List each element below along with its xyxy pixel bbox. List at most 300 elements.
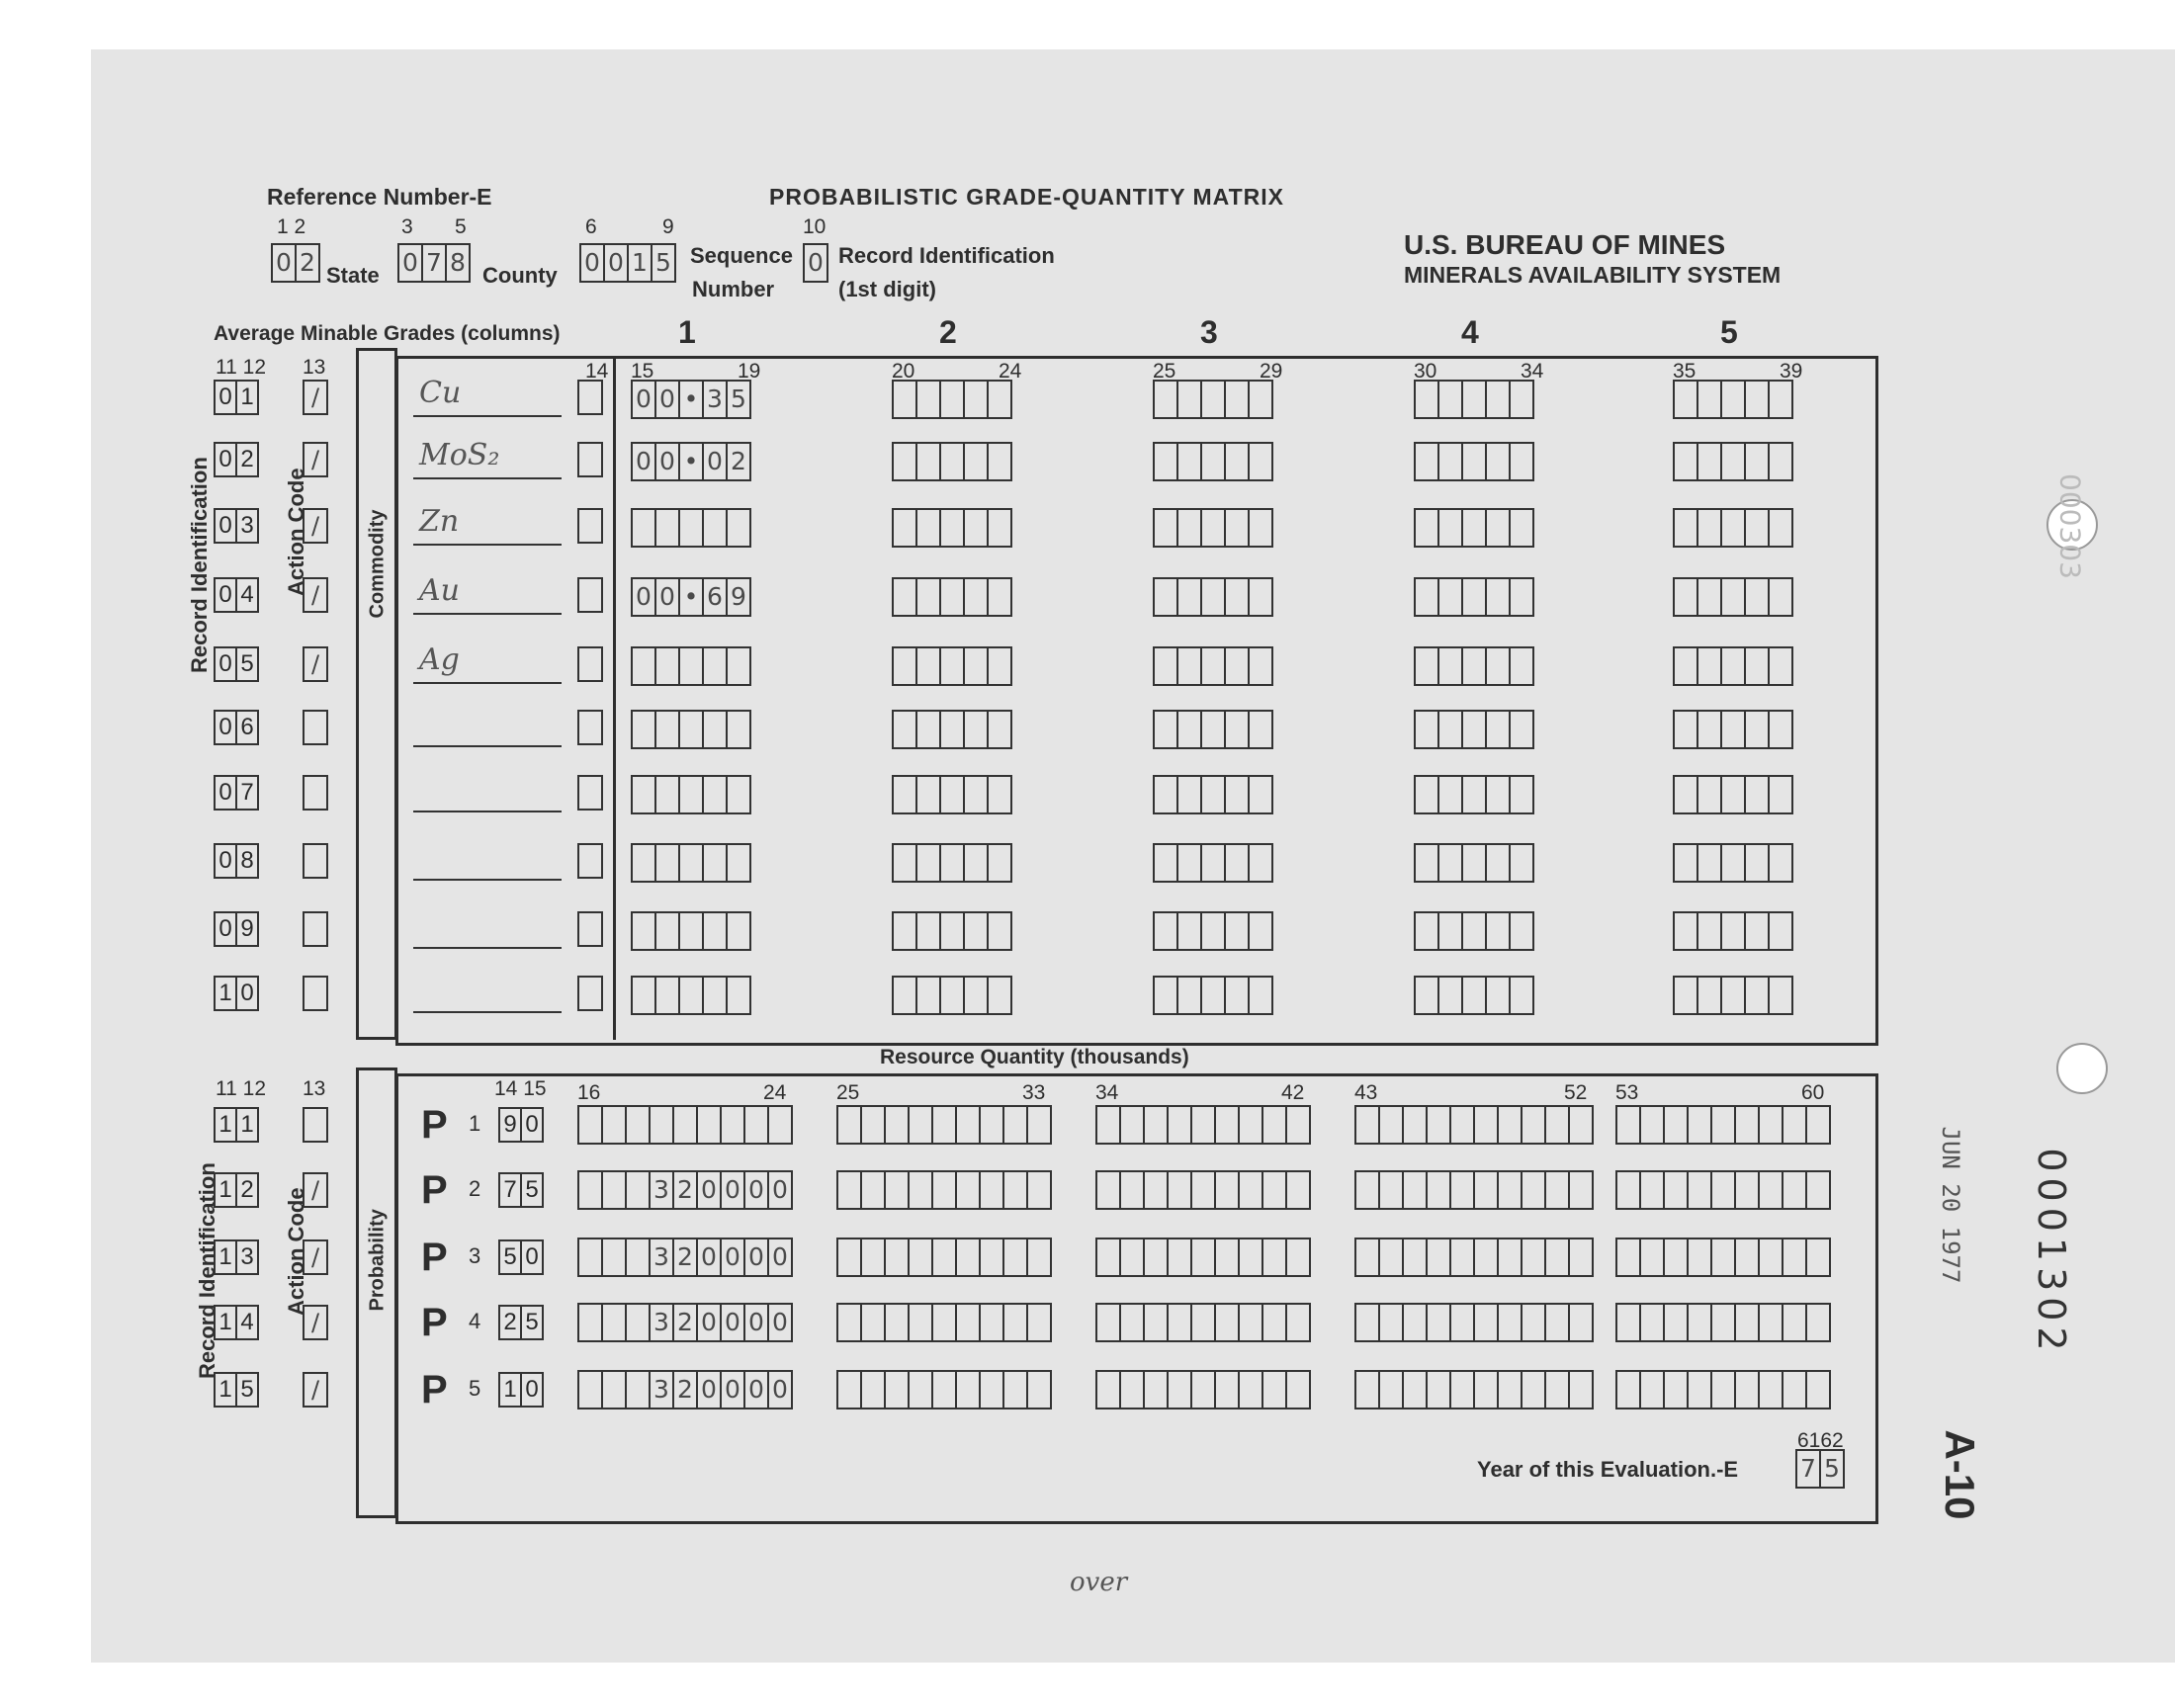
probability-letter: P <box>421 1103 448 1147</box>
quantity-digit-cell <box>1473 1238 1499 1277</box>
quantity-field-group-3[interactable] <box>1095 1170 1311 1210</box>
quantity-digit-cell <box>577 1170 603 1210</box>
grade-group-number: 3 <box>1200 314 1218 350</box>
grade-digit-cell <box>1744 380 1770 419</box>
grade-digit-cell <box>702 843 728 883</box>
grade-field-group-4[interactable] <box>1414 646 1534 686</box>
commodity-col-14-box[interactable] <box>577 380 603 415</box>
grade-digit-cell <box>654 508 680 548</box>
grade-field-group-2[interactable] <box>892 911 1012 951</box>
probability-percent-field[interactable] <box>498 1107 542 1143</box>
grade-digit-cell <box>1509 380 1534 419</box>
quantity-field-group-1[interactable] <box>577 1238 793 1277</box>
county-field[interactable] <box>397 243 471 283</box>
quantity-digit-cell <box>931 1238 957 1277</box>
grade-digit-cell <box>892 775 917 814</box>
grades-divider <box>613 356 616 1040</box>
reference-number-label: Reference Number-E <box>267 184 492 210</box>
quantity-digit-cell <box>1143 1303 1169 1342</box>
quantity-digit-cell: 0 <box>696 1170 722 1210</box>
grade-digit-cell <box>1509 843 1534 883</box>
county-digit: 8 <box>445 243 471 283</box>
quantity-field-group-2[interactable] <box>836 1370 1052 1409</box>
grade-action-code[interactable] <box>303 843 328 879</box>
grade-digit-cell <box>1696 577 1722 617</box>
grade-digit-cell <box>1509 775 1534 814</box>
grade-field-group-4[interactable] <box>1414 442 1534 481</box>
quantity-digit-cell <box>1143 1170 1169 1210</box>
quantity-digit-cell <box>1285 1370 1311 1409</box>
grade-field-group-1[interactable] <box>631 577 751 617</box>
quantity-digit-cell <box>720 1105 745 1145</box>
grade-field-group-3[interactable] <box>1153 976 1273 1015</box>
quantity-digit-cell <box>1402 1370 1428 1409</box>
grade-digit-cell <box>702 710 728 749</box>
grade-field-group-3[interactable] <box>1153 710 1273 749</box>
grade-field-group-2[interactable] <box>892 710 1012 749</box>
grades-rid-col-number: 11 12 <box>216 356 266 379</box>
record-id-digit: 0 <box>803 243 828 283</box>
quantity-field-group-3[interactable] <box>1095 1238 1311 1277</box>
grade-digit-cell <box>1176 843 1202 883</box>
quantity-field-group-2[interactable] <box>836 1303 1052 1342</box>
grade-digit-cell <box>1720 976 1746 1015</box>
grade-digit-cell <box>939 508 965 548</box>
grade-field-group-3[interactable] <box>1153 646 1273 686</box>
commodity-col-14-box[interactable] <box>577 911 603 947</box>
grade-digit-cell <box>987 775 1012 814</box>
grade-digit-cell <box>654 710 680 749</box>
grade-field-group-5[interactable] <box>1673 508 1793 548</box>
quantity-digit-cell <box>696 1105 722 1145</box>
quantity-digit-cell <box>1026 1370 1052 1409</box>
quantity-field-group-5[interactable] <box>1615 1303 1831 1342</box>
sequence-label-line1: Sequence <box>690 243 793 268</box>
quantity-digit-cell <box>1734 1370 1760 1409</box>
quantity-digit-cell <box>979 1105 1004 1145</box>
quantity-digit-cell <box>1354 1303 1380 1342</box>
quantity-field-group-3[interactable] <box>1095 1105 1311 1145</box>
grade-record-id[interactable] <box>214 775 257 811</box>
grade-field-group-1[interactable] <box>631 775 751 814</box>
quantity-digit-cell <box>1782 1170 1807 1210</box>
grade-digit-cell <box>1153 976 1178 1015</box>
grade-digit-cell <box>939 646 965 686</box>
quantity-field-group-2[interactable] <box>836 1238 1052 1277</box>
grade-digit-cell <box>1461 646 1487 686</box>
grade-digit-cell <box>1461 710 1487 749</box>
qty-col-range-end: 60 <box>1801 1081 1825 1104</box>
commodity-col-14-box[interactable] <box>577 775 603 811</box>
grade-digit-cell <box>726 775 751 814</box>
quantity-field-group-1[interactable] <box>577 1303 793 1342</box>
grade-field-group-3[interactable] <box>1153 843 1273 883</box>
quantity-digit-cell: 3 <box>649 1370 674 1409</box>
record-id-label-line1: Record Identification <box>838 243 1055 268</box>
grade-digit-cell <box>678 911 704 951</box>
quantity-field-group-4[interactable] <box>1354 1170 1594 1210</box>
quantity-digit-cell <box>1663 1370 1689 1409</box>
grade-digit-cell <box>678 843 704 883</box>
qty-record-id[interactable] <box>214 1239 257 1275</box>
commodity-col-14-box[interactable] <box>577 577 603 613</box>
grade-field-group-3[interactable] <box>1153 508 1273 548</box>
grade-field-group-2[interactable] <box>892 843 1012 883</box>
grade-field-group-3[interactable] <box>1153 775 1273 814</box>
quantity-digit-cell <box>836 1370 862 1409</box>
quantity-digit-cell <box>1663 1170 1689 1210</box>
grade-record-id[interactable] <box>214 710 257 745</box>
grade-record-id[interactable] <box>214 577 257 613</box>
grade-field-group-4[interactable] <box>1414 843 1534 883</box>
grade-record-id[interactable] <box>214 508 257 544</box>
grade-digit-cell <box>1224 380 1250 419</box>
grade-digit-cell <box>678 775 704 814</box>
record-id-digit: 0 <box>214 911 237 947</box>
quantity-digit-cell <box>1639 1238 1665 1277</box>
grade-digit-cell <box>1437 911 1463 951</box>
grade-field-group-4[interactable] <box>1414 577 1534 617</box>
grade-digit-cell: 0 <box>631 380 656 419</box>
grade-digit-cell <box>1153 577 1178 617</box>
commodity-col-14-box[interactable] <box>577 843 603 879</box>
qty-record-id[interactable] <box>214 1172 257 1208</box>
probability-letter: P <box>421 1301 448 1344</box>
sequence-digit: 0 <box>579 243 605 283</box>
quantity-digit-cell <box>979 1170 1004 1210</box>
grade-field-group-5[interactable] <box>1673 646 1793 686</box>
qty-record-id[interactable] <box>214 1372 257 1408</box>
grade-record-id[interactable] <box>214 442 257 477</box>
grade-field-group-4[interactable] <box>1414 508 1534 548</box>
quantity-digit-cell <box>836 1170 862 1210</box>
grade-digit-cell <box>1153 380 1178 419</box>
commodity-col-14-box[interactable] <box>577 508 603 544</box>
grade-digit-cell <box>1414 710 1439 749</box>
grade-field-group-1[interactable] <box>631 442 751 481</box>
grade-digit-cell: • <box>678 380 704 419</box>
grade-digit-cell <box>654 911 680 951</box>
grade-record-id[interactable] <box>214 646 257 682</box>
quantity-field-group-4[interactable] <box>1354 1370 1594 1409</box>
quantity-digit-cell <box>1497 1303 1522 1342</box>
commodity-col-14-box[interactable] <box>577 442 603 477</box>
grade-digit-cell <box>892 380 917 419</box>
quantity-digit-cell <box>1687 1105 1712 1145</box>
grade-field-group-4[interactable] <box>1414 911 1534 951</box>
grade-field-group-2[interactable] <box>892 775 1012 814</box>
quantity-digit-cell <box>601 1105 627 1145</box>
commodity-underline <box>413 613 562 615</box>
probability-percent-field[interactable] <box>498 1305 542 1340</box>
grade-digit-cell <box>1224 710 1250 749</box>
grade-digit-cell <box>892 843 917 883</box>
quantity-field-group-4[interactable] <box>1354 1238 1594 1277</box>
sequence-field[interactable] <box>579 243 676 283</box>
state-field[interactable] <box>271 243 320 283</box>
grade-digit-cell <box>631 911 656 951</box>
quantity-field-group-4[interactable] <box>1354 1303 1594 1342</box>
commodity-col-14-box[interactable] <box>577 710 603 745</box>
quantity-digit-cell <box>1426 1105 1451 1145</box>
quantity-digit-cell: 0 <box>696 1238 722 1277</box>
quantity-digit-cell <box>979 1370 1004 1409</box>
quantity-digit-cell <box>1734 1238 1760 1277</box>
grade-field-group-4[interactable] <box>1414 775 1534 814</box>
grade-field-group-4[interactable] <box>1414 976 1534 1015</box>
grade-field-group-1[interactable] <box>631 646 751 686</box>
grade-digit-cell <box>939 911 965 951</box>
grade-record-id[interactable] <box>214 976 257 1011</box>
quantity-digit-cell: 2 <box>672 1303 698 1342</box>
quantity-field-group-5[interactable] <box>1615 1170 1831 1210</box>
qty-action-code[interactable]: / <box>303 1172 328 1208</box>
record-id-digit: 0 <box>235 976 259 1011</box>
grade-col-range-end: 39 <box>1780 360 1803 383</box>
quantity-digit-cell <box>1167 1105 1192 1145</box>
grade-action-code[interactable] <box>303 775 328 811</box>
grade-digit-cell <box>1248 911 1273 951</box>
probability-letter: P <box>421 1368 448 1411</box>
quantity-digit-cell <box>1119 1105 1145 1145</box>
grade-field-group-1[interactable] <box>631 508 751 548</box>
grade-field-group-2[interactable] <box>892 380 1012 419</box>
grade-digit-cell <box>1696 710 1722 749</box>
quantity-digit-cell <box>1167 1303 1192 1342</box>
grade-digit-cell <box>1673 508 1698 548</box>
quantity-digit-cell: 0 <box>767 1170 793 1210</box>
quantity-digit-cell: 3 <box>649 1238 674 1277</box>
grade-digit-cell <box>1437 976 1463 1015</box>
quantity-digit-cell <box>1167 1170 1192 1210</box>
commodity-col-14-box[interactable] <box>577 976 603 1011</box>
grade-field-group-5[interactable] <box>1673 976 1793 1015</box>
grade-field-group-5[interactable] <box>1673 577 1793 617</box>
qty-record-id[interactable] <box>214 1305 257 1340</box>
grade-field-group-3[interactable] <box>1153 577 1273 617</box>
grade-field-group-5[interactable] <box>1673 442 1793 481</box>
grade-action-code[interactable]: / <box>303 380 328 415</box>
quantity-digit-cell <box>1544 1303 1570 1342</box>
grade-field-group-2[interactable] <box>892 577 1012 617</box>
grade-digit-cell <box>892 976 917 1015</box>
quantity-digit-cell: 0 <box>743 1370 769 1409</box>
grade-digit-cell <box>1673 843 1698 883</box>
qty-action-code[interactable]: / <box>303 1239 328 1275</box>
grade-field-group-1[interactable] <box>631 843 751 883</box>
grade-digit-cell <box>963 911 989 951</box>
grade-field-group-5[interactable] <box>1673 380 1793 419</box>
quantity-digit-cell <box>1285 1170 1311 1210</box>
grade-field-group-5[interactable] <box>1673 710 1793 749</box>
grade-field-group-5[interactable] <box>1673 911 1793 951</box>
grade-digit-cell <box>1696 911 1722 951</box>
grade-digit-cell <box>1176 380 1202 419</box>
quantity-digit-cell <box>1378 1370 1404 1409</box>
quantity-field-group-5[interactable] <box>1615 1370 1831 1409</box>
grade-field-group-3[interactable] <box>1153 380 1273 419</box>
quantity-field-group-3[interactable] <box>1095 1370 1311 1409</box>
page-code: A-10 <box>1937 1429 1983 1520</box>
grade-field-group-1[interactable] <box>631 911 751 951</box>
grade-digit-cell <box>678 710 704 749</box>
grade-col-range-end: 19 <box>738 360 761 383</box>
quantity-digit-cell <box>908 1105 933 1145</box>
grade-field-group-2[interactable] <box>892 508 1012 548</box>
quantity-digit-cell <box>1214 1170 1240 1210</box>
grade-digit-cell <box>1485 380 1511 419</box>
grade-action-code[interactable]: / <box>303 577 328 613</box>
record-id-first-digit-field[interactable] <box>803 243 828 283</box>
state-col-number: 1 2 <box>277 215 306 238</box>
quantity-digit-cell: 0 <box>767 1238 793 1277</box>
grades-col-14-number: 14 <box>585 360 609 383</box>
quantity-field-group-1[interactable] <box>577 1370 793 1409</box>
probability-percent-field[interactable] <box>498 1172 542 1208</box>
grade-digit-cell <box>1153 646 1178 686</box>
quantity-field-group-5[interactable] <box>1615 1238 1831 1277</box>
grade-field-group-5[interactable] <box>1673 775 1793 814</box>
grade-field-group-3[interactable] <box>1153 911 1273 951</box>
quantity-digit-cell <box>1568 1303 1594 1342</box>
qty-action-code[interactable]: / <box>303 1305 328 1340</box>
record-id-digit: 6 <box>235 710 259 745</box>
grade-digit-cell <box>1224 976 1250 1015</box>
quantity-field-group-3[interactable] <box>1095 1303 1311 1342</box>
grade-digit-cell <box>892 911 917 951</box>
quantity-digit-cell <box>1639 1170 1665 1210</box>
record-id-digit: 4 <box>235 577 259 613</box>
quantity-field-group-1[interactable] <box>577 1105 793 1145</box>
grade-digit-cell <box>654 775 680 814</box>
commodity-underline <box>413 544 562 546</box>
grade-digit-cell <box>1414 911 1439 951</box>
grade-field-group-4[interactable] <box>1414 710 1534 749</box>
grade-action-code[interactable]: / <box>303 508 328 544</box>
grade-record-id[interactable] <box>214 843 257 879</box>
quantity-digit-cell <box>1544 1370 1570 1409</box>
sequence-col-end: 9 <box>662 215 674 238</box>
grade-action-code[interactable] <box>303 710 328 745</box>
quantity-digit-cell <box>1687 1370 1712 1409</box>
commodity-col-14-box[interactable] <box>577 646 603 682</box>
quantity-digit-cell <box>1544 1105 1570 1145</box>
qty-record-id[interactable] <box>214 1107 257 1143</box>
quantity-digit-cell <box>1143 1105 1169 1145</box>
record-id-digit: 4 <box>235 1305 259 1340</box>
quantity-digit-cell <box>836 1105 862 1145</box>
commodity-underline <box>413 745 562 747</box>
year-field[interactable] <box>1795 1449 1845 1489</box>
grade-field-group-4[interactable] <box>1414 380 1534 419</box>
grade-digit-cell <box>1509 508 1534 548</box>
quantity-digit-cell <box>1473 1303 1499 1342</box>
qty-record-id-label: Record Identification <box>195 1162 219 1379</box>
qty-action-code[interactable] <box>303 1107 328 1143</box>
quantity-field-group-2[interactable] <box>836 1170 1052 1210</box>
quantity-digit-cell <box>1805 1370 1831 1409</box>
grade-group-number: 4 <box>1461 314 1479 350</box>
grade-digit-cell <box>1720 442 1746 481</box>
grade-digit-cell <box>915 380 941 419</box>
quantity-field-group-5[interactable] <box>1615 1105 1831 1145</box>
record-id-digit: 0 <box>214 775 237 811</box>
grade-action-code[interactable]: / <box>303 646 328 682</box>
quantity-digit-cell <box>1095 1170 1121 1210</box>
grade-digit-cell <box>1744 577 1770 617</box>
quantity-digit-cell <box>1758 1105 1784 1145</box>
quantity-digit-cell <box>1805 1238 1831 1277</box>
commodity-name: Ag <box>419 642 460 677</box>
grade-digit-cell <box>654 976 680 1015</box>
quantity-field-group-2[interactable] <box>836 1105 1052 1145</box>
grade-digit-cell <box>892 710 917 749</box>
grade-field-group-5[interactable] <box>1673 843 1793 883</box>
quantity-digit-cell <box>1615 1370 1641 1409</box>
grade-digit-cell <box>1153 843 1178 883</box>
grade-action-code[interactable] <box>303 911 328 947</box>
grade-digit-cell <box>1673 976 1698 1015</box>
commodity-underline <box>413 682 562 684</box>
grade-digit-cell <box>1768 508 1793 548</box>
quantity-digit-cell: 0 <box>720 1238 745 1277</box>
grade-digit-cell <box>1744 442 1770 481</box>
grade-col-range-start: 25 <box>1153 360 1176 383</box>
record-id-digit: 0 <box>214 843 237 879</box>
quantity-digit-cell <box>1449 1303 1475 1342</box>
quantity-digit-cell <box>1497 1370 1522 1409</box>
grade-field-group-1[interactable] <box>631 976 751 1015</box>
grade-digit-cell <box>915 508 941 548</box>
quantity-field-group-1[interactable] <box>577 1170 793 1210</box>
probability-percent-field[interactable] <box>498 1239 542 1275</box>
qty-action-code[interactable]: / <box>303 1372 328 1408</box>
grade-digit-cell <box>726 508 751 548</box>
record-id-digit: 1 <box>214 1172 237 1208</box>
grade-digit-cell <box>1176 442 1202 481</box>
grade-field-group-2[interactable] <box>892 646 1012 686</box>
quantity-field-group-4[interactable] <box>1354 1105 1594 1145</box>
grade-field-group-1[interactable] <box>631 710 751 749</box>
grade-digit-cell <box>1485 843 1511 883</box>
grade-record-id[interactable] <box>214 380 257 415</box>
grade-digit-cell <box>1509 710 1534 749</box>
quantity-digit-cell <box>1002 1238 1028 1277</box>
probability-label: Probability <box>366 1209 389 1312</box>
form-title: PROBABILISTIC GRADE-QUANTITY MATRIX <box>769 184 1284 210</box>
grade-field-group-2[interactable] <box>892 976 1012 1015</box>
probability-percent-field[interactable] <box>498 1372 542 1408</box>
grade-digit-cell <box>1509 976 1534 1015</box>
quantity-digit-cell: 0 <box>696 1370 722 1409</box>
grade-field-group-3[interactable] <box>1153 442 1273 481</box>
grade-digit-cell <box>1461 976 1487 1015</box>
quantity-digit-cell <box>1615 1303 1641 1342</box>
grade-field-group-1[interactable] <box>631 380 751 419</box>
commodity-underline <box>413 415 562 417</box>
quantity-digit-cell: 0 <box>696 1303 722 1342</box>
grade-digit-cell: 6 <box>702 577 728 617</box>
probability-number: 3 <box>469 1243 481 1268</box>
grade-field-group-2[interactable] <box>892 442 1012 481</box>
quantity-digit-cell <box>979 1303 1004 1342</box>
grade-record-id[interactable] <box>214 911 257 947</box>
record-id-digit: 1 <box>235 1107 259 1143</box>
grade-digit-cell <box>1248 976 1273 1015</box>
grade-action-code[interactable] <box>303 976 328 1011</box>
quantity-digit-cell <box>1143 1370 1169 1409</box>
grade-action-code[interactable]: / <box>303 442 328 477</box>
